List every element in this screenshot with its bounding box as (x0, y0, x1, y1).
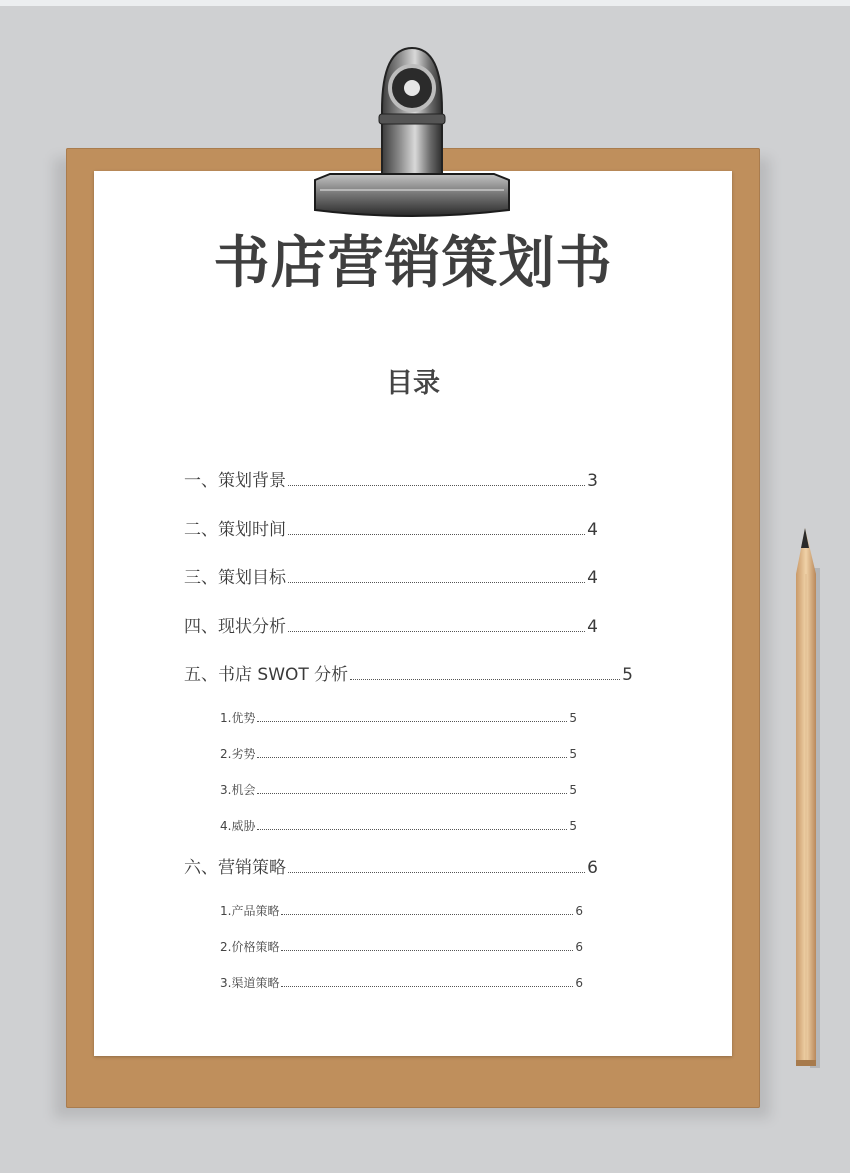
toc-entry-page: 4 (587, 617, 598, 637)
toc-entry-page: 6 (587, 858, 598, 878)
toc-subentry[interactable] (220, 902, 583, 920)
toc-entry-label: 1.优势 (220, 711, 256, 725)
toc-leader (257, 756, 567, 758)
toc-entry-page: 4 (587, 520, 598, 540)
toc-entry-page: 6 (575, 976, 583, 990)
toc-leader (288, 630, 585, 632)
toc-entry-page: 5 (622, 665, 633, 685)
toc-subentry[interactable] (220, 938, 583, 956)
toc-entry-page: 5 (569, 783, 577, 797)
toc-leader (288, 484, 585, 486)
binder-clip-icon (300, 40, 520, 225)
toc-entry[interactable] (184, 517, 598, 543)
toc-leader (288, 871, 585, 873)
toc-entry-page: 5 (569, 819, 577, 833)
toc-subentry[interactable] (220, 709, 577, 727)
toc-leader (257, 720, 567, 722)
toc-leader (257, 828, 567, 830)
toc-entry[interactable] (184, 662, 633, 688)
toc-entry-label: 六、营销策略 (184, 858, 286, 878)
toc-leader (281, 985, 573, 987)
toc-entry-page: 6 (575, 940, 583, 954)
toc-entry-page: 5 (569, 711, 577, 725)
toc-entry-page: 6 (575, 904, 583, 918)
toc-subentry[interactable] (220, 745, 577, 763)
toc-entry-page: 5 (569, 747, 577, 761)
toc-leader (281, 913, 573, 915)
toc-entry-label: 三、策划目标 (184, 568, 286, 588)
toc-leader (281, 949, 573, 951)
toc-entry-label: 二、策划时间 (184, 520, 286, 540)
toc-entry-label: 4.威胁 (220, 819, 256, 833)
toc-entry-label: 1.产品策略 (220, 904, 280, 918)
toc-leader (288, 581, 585, 583)
toc-entry-page: 4 (587, 568, 598, 588)
document-title: 书店营销策划书 (213, 231, 613, 296)
toc-entry-label: 五、书店 SWOT 分析 (184, 665, 349, 685)
toc-entry-label: 一、策划背景 (184, 471, 286, 491)
pencil-icon (790, 528, 824, 1073)
toc-entry-label: 3.渠道策略 (220, 976, 280, 990)
toc-subentry[interactable] (220, 817, 577, 835)
toc-subentry[interactable] (220, 781, 577, 799)
toc-entry-label: 2.劣势 (220, 747, 256, 761)
toc-heading: 目录 (386, 368, 440, 399)
toc-leader (288, 533, 585, 535)
toc-leader (350, 678, 620, 680)
toc-entry-page: 3 (587, 471, 598, 491)
toc-entry[interactable] (184, 614, 598, 640)
toc-entry-label: 3.机会 (220, 783, 256, 797)
toc-entry-label: 四、现状分析 (184, 617, 286, 637)
toc-entry[interactable] (184, 565, 598, 591)
toc-leader (257, 792, 567, 794)
toc-entry[interactable] (184, 468, 598, 494)
top-strip (0, 0, 850, 6)
toc-subentry[interactable] (220, 974, 583, 992)
toc-entry-label: 2.价格策略 (220, 940, 280, 954)
toc-entry[interactable] (184, 855, 598, 881)
